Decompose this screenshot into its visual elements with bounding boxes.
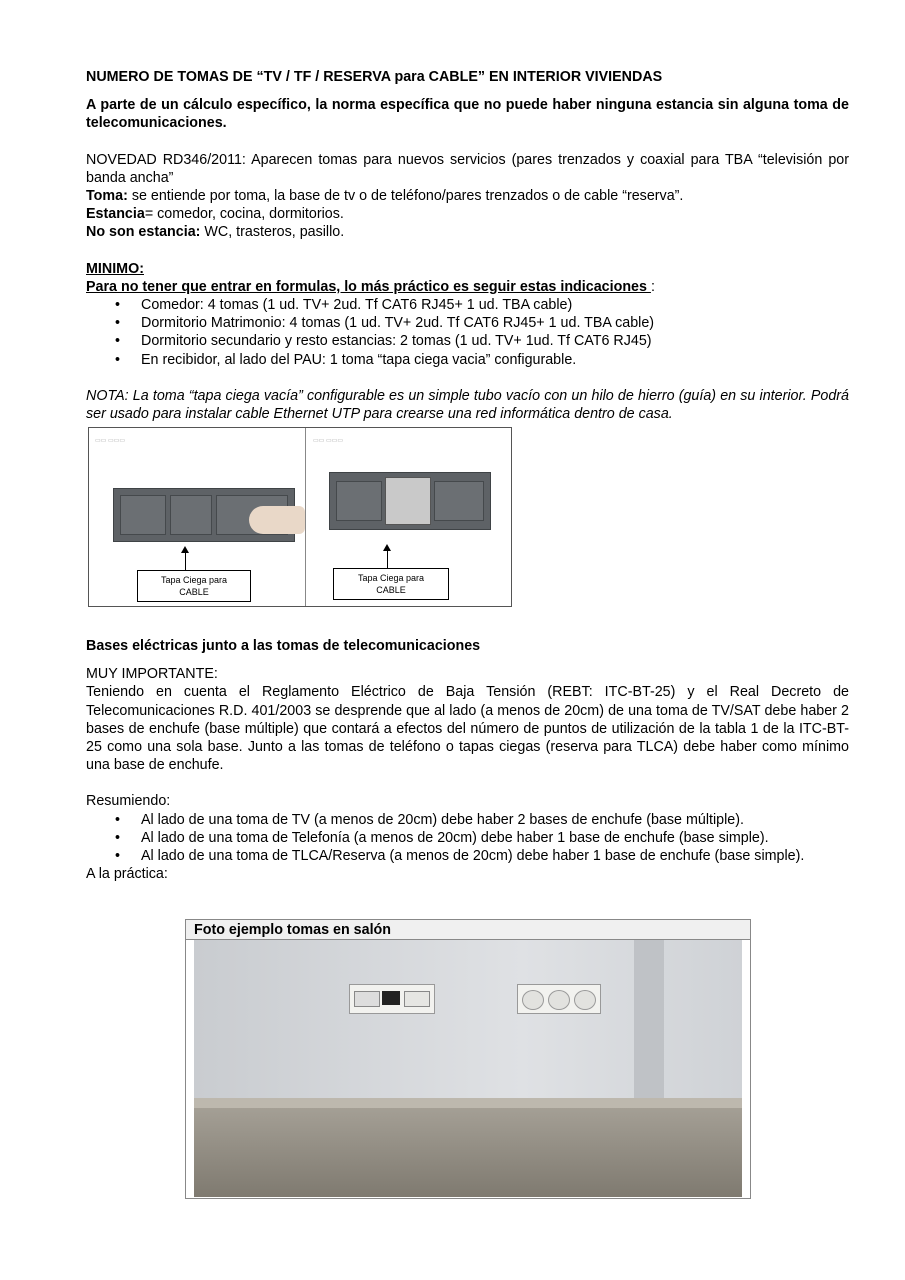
figure-left-panel: [89, 428, 299, 606]
definition-term: Toma:: [86, 188, 128, 205]
list-item: • Comedor: 4 tomas (1 ud. TV+ 2ud. Tf CAT6 RJ45+ 1 ud. TBA cable): [141, 296, 849, 314]
definition-toma: [86, 187, 849, 205]
photo-caption: Foto ejemplo tomas en salón: [194, 922, 392, 938]
document-body-2: [86, 637, 849, 883]
page-title: NUMERO DE TOMAS DE “TV / TF / RESERVA para CABLE” EN INTERIOR VIVIENDAS: [86, 69, 663, 85]
living-room-photo: [194, 940, 742, 1197]
minimo-subheading-text: Para no tener que entrar en formulas, lo más práctico es seguir estas indicaciones: [86, 278, 651, 295]
outlet-icon: [548, 990, 570, 1010]
definition-text: WC, trasteros, pasillo.: [200, 224, 345, 241]
list-item: • En recibidor, al lado del PAU: 1 toma “tapa ciega vacia” configurable.: [141, 351, 849, 369]
blind-cover-module: [170, 495, 212, 535]
figure-label-box: [333, 568, 449, 600]
figure-right-panel: [307, 428, 517, 606]
definition-text: = comedor, cocina, dormitorios.: [144, 206, 344, 223]
definition-no-estancia: [86, 223, 849, 241]
minimo-heading: MINIMO:: [86, 260, 144, 277]
document-body: [86, 68, 849, 423]
figure-label-line1: Tapa Ciega para: [160, 575, 228, 585]
list-item: • Al lado de una toma de TV (a menos de 20cm) debe haber 2 bases de enchufe (base múltiple).: [141, 811, 849, 829]
list-item: • Al lado de una toma de Telefonía (a menos de 20cm) debe haber 1 base de enchufe (base simple).: [141, 829, 849, 847]
floor-image: [194, 1108, 742, 1197]
tv-module: [434, 481, 484, 521]
minimo-list: [86, 296, 849, 369]
definition-estancia: [86, 205, 849, 223]
outlet-icon: [522, 990, 544, 1010]
figure-label-line2: CABLE: [376, 585, 406, 595]
bases-heading: Bases eléctricas junto a las tomas de telecomunicaciones: [86, 638, 481, 654]
bases-paragraph: Teniendo en cuenta el Reglamento Eléctrico de Baja Tensión (REBT: ITC-BT-25) y el Real Decreto de Telecomunicaciones R.D. 401/2003 se desprende que al lado (a menos de 20cm) de una toma de TV/SAT debe haber 2 bases de enchufe (base múltiple) que contará a efectos del número de puntos de utilización de la tabla 1 de la ITC-BT-25 como una sola base. Junto a las tomas de teléfono o tapas ciegas (reserva para TLCA) debe haber como mínimo una base de enchufe.: [86, 684, 849, 774]
figure-watermark-icon: ▭▭ ▭▭▭: [95, 438, 126, 444]
definition-term: No son estancia:: [86, 224, 201, 241]
minimo-subheading: [86, 278, 849, 296]
figure-label-box: [137, 570, 251, 602]
photo-caption-bar: [186, 920, 750, 940]
definition-term: Estancia: [86, 206, 145, 223]
figure-label-line1: Tapa Ciega para: [357, 573, 425, 583]
minimo-subheading-colon: :: [650, 278, 655, 295]
rj45-socket-icon: [382, 991, 400, 1005]
novedad-paragraph: NOVEDAD RD346/2011: Aparecen tomas para nuevos servicios (pares trenzados y coaxial para TBA “televisión por banda ancha”: [86, 151, 849, 186]
tapa-ciega-figure: [88, 427, 512, 607]
intro-paragraph: A parte de un cálculo específico, la norma específica que no puede haber ninguna estancia sin alguna toma de telecomunicaciones.: [86, 97, 849, 132]
list-item: • Dormitorio Matrimonio: 4 tomas (1 ud. TV+ 2ud. Tf CAT6 RJ45+ 1 ud. TBA cable): [141, 314, 849, 332]
list-item: • Al lado de una toma de TLCA/Reserva (a menos de 20cm) debe haber 1 base de enchufe (base simple).: [141, 847, 849, 865]
outlet-icon: [574, 990, 596, 1010]
socket-module: [336, 481, 382, 521]
socket-module: [120, 495, 166, 535]
resumen-list: [86, 811, 849, 866]
muy-importante: MUY IMPORTANTE:: [86, 666, 218, 683]
resumiendo-label: Resumiendo:: [86, 793, 171, 810]
telecom-socket-plate-icon: [349, 984, 435, 1014]
socket-plate-open-image: [329, 472, 491, 530]
practica-label: A la práctica:: [86, 866, 168, 883]
power-outlet-plate-icon: [517, 984, 601, 1014]
blind-cover-icon: [404, 991, 430, 1007]
figure-label-line2: CABLE: [179, 587, 209, 597]
photo-frame: [185, 919, 751, 1199]
figure-watermark-icon: ▭▭ ▭▭▭: [313, 438, 344, 444]
baseboard-image: [194, 1098, 742, 1108]
arrow-line: [185, 552, 186, 572]
definition-text: se entiende por toma, la base de tv o de teléfono/pares trenzados o de cable “reserva”.: [127, 188, 684, 205]
wall-corner-image: [634, 940, 664, 1105]
figure-divider: [305, 428, 306, 606]
hand-icon: [249, 506, 305, 534]
open-box-icon: [385, 477, 431, 525]
tv-socket-icon: [354, 991, 380, 1007]
nota-paragraph: NOTA: La toma “tapa ciega vacía” configurable es un simple tubo vacío con un hilo de hierro (guía) en su interior. Podrá ser usado para instalar cable Ethernet UTP para crearse una red informática dentro de casa.: [86, 387, 849, 423]
list-item: • Dormitorio secundario y resto estancias: 2 tomas (1 ud. TV+ 1ud. Tf CAT6 RJ45): [141, 332, 849, 350]
